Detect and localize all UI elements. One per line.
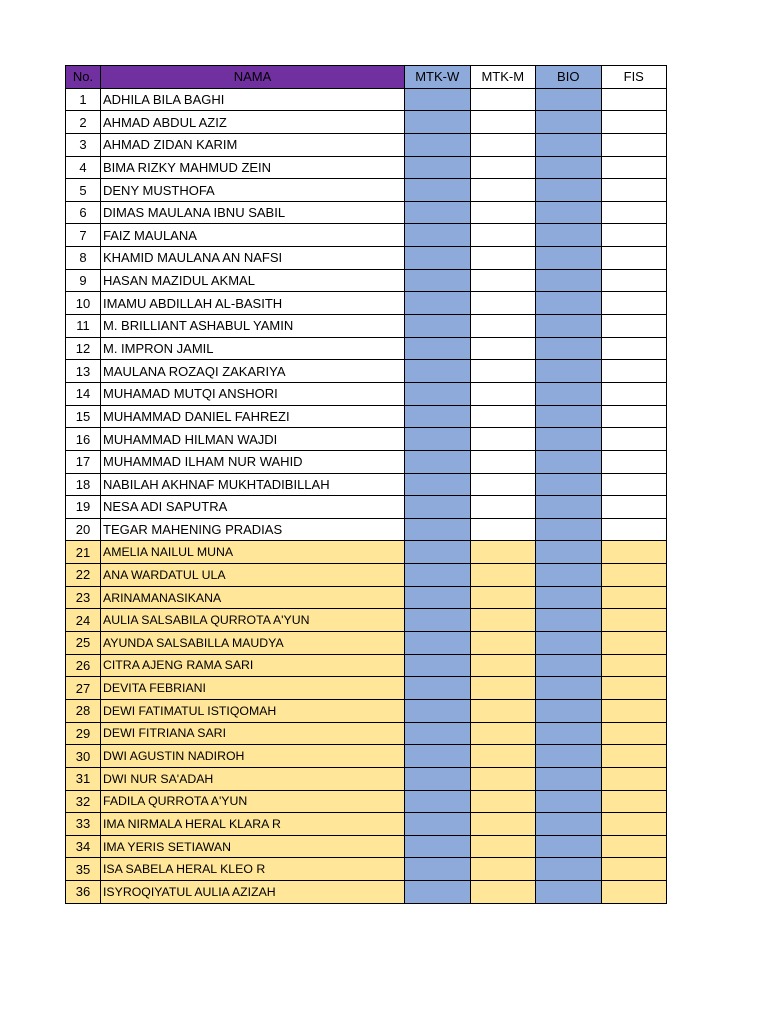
- mtk-m-score-cell[interactable]: [470, 405, 536, 428]
- table-row: [66, 632, 667, 655]
- mtk-w-score-cell[interactable]: [405, 156, 471, 179]
- bio-score-cell[interactable]: [536, 813, 602, 836]
- fis-score-cell[interactable]: [601, 745, 667, 768]
- student-name-cell[interactable]: MUHAMMAD HILMAN WAJDI: [101, 428, 405, 451]
- mtk-w-score-cell[interactable]: [405, 382, 471, 405]
- mtk-w-score-cell[interactable]: [405, 450, 471, 473]
- student-name-cell[interactable]: ANA WARDATUL ULA: [101, 564, 405, 587]
- fis-score-cell[interactable]: [601, 269, 667, 292]
- row-number-cell[interactable]: 18: [66, 473, 101, 496]
- student-name-cell[interactable]: AHMAD ABDUL AZIZ: [101, 111, 405, 134]
- mtk-w-score-cell[interactable]: [405, 745, 471, 768]
- mtk-m-score-cell[interactable]: [470, 609, 536, 632]
- student-name-cell[interactable]: DEVITA FEBRIANI: [101, 677, 405, 700]
- mtk-m-score-cell[interactable]: [470, 133, 536, 156]
- bio-score-cell[interactable]: [536, 179, 602, 202]
- bio-score-cell[interactable]: [536, 835, 602, 858]
- row-number-cell[interactable]: 20: [66, 518, 101, 541]
- row-number-cell[interactable]: 33: [66, 813, 101, 836]
- student-name-cell[interactable]: IMA NIRMALA HERAL KLARA R: [101, 813, 405, 836]
- mtk-w-score-cell[interactable]: [405, 858, 471, 881]
- mtk-w-score-cell[interactable]: [405, 247, 471, 270]
- table-row: [66, 609, 667, 632]
- mtk-m-score-cell[interactable]: [470, 179, 536, 202]
- table-row: [66, 179, 667, 202]
- student-name-cell[interactable]: NABILAH AKHNAF MUKHTADIBILLAH: [101, 473, 405, 496]
- table-row: [66, 767, 667, 790]
- mtk-m-score-cell[interactable]: [470, 745, 536, 768]
- row-number-cell[interactable]: 12: [66, 337, 101, 360]
- fis-score-cell[interactable]: [601, 337, 667, 360]
- fis-score-cell[interactable]: [601, 835, 667, 858]
- fis-score-cell[interactable]: [601, 767, 667, 790]
- table-row: [66, 382, 667, 405]
- table-row: [66, 496, 667, 519]
- bio-score-cell[interactable]: [536, 745, 602, 768]
- mtk-w-score-cell[interactable]: [405, 632, 471, 655]
- table-row: [66, 224, 667, 247]
- mtk-m-score-cell[interactable]: [470, 586, 536, 609]
- mtk-w-score-cell[interactable]: [405, 699, 471, 722]
- mtk-m-score-cell[interactable]: [470, 767, 536, 790]
- table-row: [66, 156, 667, 179]
- row-number-cell[interactable]: 26: [66, 654, 101, 677]
- student-name-cell[interactable]: DEWI FITRIANA SARI: [101, 722, 405, 745]
- bio-score-cell[interactable]: [536, 881, 602, 904]
- mtk-m-score-cell[interactable]: [470, 790, 536, 813]
- row-number-cell[interactable]: 27: [66, 677, 101, 700]
- bio-score-cell[interactable]: [536, 790, 602, 813]
- fis-score-cell[interactable]: [601, 858, 667, 881]
- mtk-m-score-cell[interactable]: [470, 382, 536, 405]
- mtk-m-score-cell[interactable]: [470, 518, 536, 541]
- mtk-w-score-cell[interactable]: [405, 677, 471, 700]
- mtk-w-score-cell[interactable]: [405, 835, 471, 858]
- bio-score-cell[interactable]: [536, 315, 602, 338]
- bio-score-cell[interactable]: [536, 156, 602, 179]
- row-number-cell[interactable]: 29: [66, 722, 101, 745]
- mtk-m-score-cell[interactable]: [470, 654, 536, 677]
- bio-score-cell[interactable]: [536, 201, 602, 224]
- student-name-cell[interactable]: FADILA QURROTA A'YUN: [101, 790, 405, 813]
- mtk-w-score-cell[interactable]: [405, 315, 471, 338]
- row-number-cell[interactable]: 34: [66, 835, 101, 858]
- student-name-cell[interactable]: AHMAD ZIDAN KARIM: [101, 133, 405, 156]
- row-number-cell[interactable]: 25: [66, 632, 101, 655]
- student-name-cell[interactable]: HASAN MAZIDUL AKMAL: [101, 269, 405, 292]
- student-score-table: [65, 65, 667, 904]
- header-mtk-m[interactable]: MTK-M: [470, 66, 536, 89]
- fis-score-cell[interactable]: [601, 518, 667, 541]
- bio-score-cell[interactable]: [536, 518, 602, 541]
- mtk-m-score-cell[interactable]: [470, 201, 536, 224]
- table-row: [66, 518, 667, 541]
- table-row: [66, 450, 667, 473]
- row-number-cell[interactable]: 5: [66, 179, 101, 202]
- row-number-cell[interactable]: 3: [66, 133, 101, 156]
- row-number-cell[interactable]: 23: [66, 586, 101, 609]
- table-row: [66, 541, 667, 564]
- row-number-cell[interactable]: 36: [66, 881, 101, 904]
- bio-score-cell[interactable]: [536, 337, 602, 360]
- mtk-m-score-cell[interactable]: [470, 699, 536, 722]
- mtk-m-score-cell[interactable]: [470, 813, 536, 836]
- bio-score-cell[interactable]: [536, 654, 602, 677]
- fis-score-cell[interactable]: [601, 699, 667, 722]
- table-row: [66, 473, 667, 496]
- bio-score-cell[interactable]: [536, 586, 602, 609]
- bio-score-cell[interactable]: [536, 677, 602, 700]
- fis-score-cell[interactable]: [601, 473, 667, 496]
- mtk-w-score-cell[interactable]: [405, 722, 471, 745]
- header-row: [66, 66, 667, 89]
- mtk-w-score-cell[interactable]: [405, 88, 471, 111]
- student-name-cell[interactable]: DWI NUR SA'ADAH: [101, 767, 405, 790]
- row-number-cell[interactable]: 31: [66, 767, 101, 790]
- mtk-m-score-cell[interactable]: [470, 428, 536, 451]
- fis-score-cell[interactable]: [601, 609, 667, 632]
- table-row: [66, 315, 667, 338]
- mtk-m-score-cell[interactable]: [470, 858, 536, 881]
- mtk-w-score-cell[interactable]: [405, 541, 471, 564]
- table-row: [66, 133, 667, 156]
- mtk-m-score-cell[interactable]: [470, 722, 536, 745]
- header-nama[interactable]: NAMA: [101, 66, 405, 89]
- mtk-m-score-cell[interactable]: [470, 677, 536, 700]
- fis-score-cell[interactable]: [601, 360, 667, 383]
- row-number-cell[interactable]: 19: [66, 496, 101, 519]
- row-number-cell[interactable]: 17: [66, 450, 101, 473]
- table-row: [66, 813, 667, 836]
- mtk-m-score-cell[interactable]: [470, 224, 536, 247]
- fis-score-cell[interactable]: [601, 201, 667, 224]
- table-row: [66, 858, 667, 881]
- bio-score-cell[interactable]: [536, 450, 602, 473]
- fis-score-cell[interactable]: [601, 450, 667, 473]
- fis-score-cell[interactable]: [601, 224, 667, 247]
- row-number-cell[interactable]: 11: [66, 315, 101, 338]
- table-row: [66, 790, 667, 813]
- mtk-w-score-cell[interactable]: [405, 201, 471, 224]
- bio-score-cell[interactable]: [536, 269, 602, 292]
- mtk-w-score-cell[interactable]: [405, 790, 471, 813]
- fis-score-cell[interactable]: [601, 677, 667, 700]
- mtk-w-score-cell[interactable]: [405, 767, 471, 790]
- student-name-cell[interactable]: M. IMPRON JAMIL: [101, 337, 405, 360]
- row-number-cell[interactable]: 7: [66, 224, 101, 247]
- mtk-w-score-cell[interactable]: [405, 586, 471, 609]
- fis-score-cell[interactable]: [601, 813, 667, 836]
- row-number-cell[interactable]: 13: [66, 360, 101, 383]
- bio-score-cell[interactable]: [536, 722, 602, 745]
- bio-score-cell[interactable]: [536, 247, 602, 270]
- row-number-cell[interactable]: 8: [66, 247, 101, 270]
- bio-score-cell[interactable]: [536, 473, 602, 496]
- fis-score-cell[interactable]: [601, 541, 667, 564]
- student-name-cell[interactable]: ADHILA BILA BAGHI: [101, 88, 405, 111]
- student-name-cell[interactable]: DENY MUSTHOFA: [101, 179, 405, 202]
- fis-score-cell[interactable]: [601, 654, 667, 677]
- mtk-w-score-cell[interactable]: [405, 881, 471, 904]
- student-name-cell[interactable]: AYUNDA SALSABILLA MAUDYA: [101, 632, 405, 655]
- fis-score-cell[interactable]: [601, 133, 667, 156]
- mtk-m-score-cell[interactable]: [470, 156, 536, 179]
- student-name-cell[interactable]: ISA SABELA HERAL KLEO R: [101, 858, 405, 881]
- bio-score-cell[interactable]: [536, 405, 602, 428]
- table-row: [66, 88, 667, 111]
- fis-score-cell[interactable]: [601, 111, 667, 134]
- bio-score-cell[interactable]: [536, 858, 602, 881]
- row-number-cell[interactable]: 16: [66, 428, 101, 451]
- bio-score-cell[interactable]: [536, 428, 602, 451]
- mtk-m-score-cell[interactable]: [470, 88, 536, 111]
- bio-score-cell[interactable]: [536, 541, 602, 564]
- student-name-cell[interactable]: DWI AGUSTIN NADIROH: [101, 745, 405, 768]
- table-row: [66, 564, 667, 587]
- mtk-w-score-cell[interactable]: [405, 609, 471, 632]
- table-row: [66, 428, 667, 451]
- student-name-cell[interactable]: IMAMU ABDILLAH AL-BASITH: [101, 292, 405, 315]
- bio-score-cell[interactable]: [536, 564, 602, 587]
- bio-score-cell[interactable]: [536, 609, 602, 632]
- mtk-m-score-cell[interactable]: [470, 473, 536, 496]
- table-row: [66, 292, 667, 315]
- mtk-w-score-cell[interactable]: [405, 360, 471, 383]
- row-number-cell[interactable]: 15: [66, 405, 101, 428]
- fis-score-cell[interactable]: [601, 179, 667, 202]
- table-row: [66, 835, 667, 858]
- mtk-w-score-cell[interactable]: [405, 518, 471, 541]
- mtk-m-score-cell[interactable]: [470, 541, 536, 564]
- mtk-w-score-cell[interactable]: [405, 813, 471, 836]
- row-number-cell[interactable]: 9: [66, 269, 101, 292]
- fis-score-cell[interactable]: [601, 790, 667, 813]
- fis-score-cell[interactable]: [601, 586, 667, 609]
- mtk-w-score-cell[interactable]: [405, 224, 471, 247]
- table-row: [66, 269, 667, 292]
- mtk-m-score-cell[interactable]: [470, 450, 536, 473]
- table-row: [66, 201, 667, 224]
- mtk-w-score-cell[interactable]: [405, 428, 471, 451]
- mtk-m-score-cell[interactable]: [470, 496, 536, 519]
- mtk-m-score-cell[interactable]: [470, 111, 536, 134]
- bio-score-cell[interactable]: [536, 496, 602, 519]
- fis-score-cell[interactable]: [601, 382, 667, 405]
- student-name-cell[interactable]: ARINAMANASIKANA: [101, 586, 405, 609]
- table-row: [66, 654, 667, 677]
- row-number-cell[interactable]: 22: [66, 564, 101, 587]
- row-number-cell[interactable]: 10: [66, 292, 101, 315]
- student-name-cell[interactable]: DIMAS MAULANA IBNU SABIL: [101, 201, 405, 224]
- mtk-m-score-cell[interactable]: [470, 292, 536, 315]
- row-number-cell[interactable]: 21: [66, 541, 101, 564]
- mtk-w-score-cell[interactable]: [405, 496, 471, 519]
- row-number-cell[interactable]: 24: [66, 609, 101, 632]
- student-name-cell[interactable]: AULIA SALSABILA QURROTA A'YUN: [101, 609, 405, 632]
- row-number-cell[interactable]: 35: [66, 858, 101, 881]
- bio-score-cell[interactable]: [536, 699, 602, 722]
- fis-score-cell[interactable]: [601, 428, 667, 451]
- mtk-w-score-cell[interactable]: [405, 405, 471, 428]
- bio-score-cell[interactable]: [536, 88, 602, 111]
- fis-score-cell[interactable]: [601, 881, 667, 904]
- mtk-m-score-cell[interactable]: [470, 315, 536, 338]
- row-number-cell[interactable]: 32: [66, 790, 101, 813]
- fis-score-cell[interactable]: [601, 315, 667, 338]
- fis-score-cell[interactable]: [601, 292, 667, 315]
- table-row: [66, 337, 667, 360]
- student-name-cell[interactable]: MUHAMAD MUTQI ANSHORI: [101, 382, 405, 405]
- student-name-cell[interactable]: MAULANA ROZAQI ZAKARIYA: [101, 360, 405, 383]
- table-row: [66, 405, 667, 428]
- fis-score-cell[interactable]: [601, 405, 667, 428]
- fis-score-cell[interactable]: [601, 156, 667, 179]
- mtk-w-score-cell[interactable]: [405, 269, 471, 292]
- row-number-cell[interactable]: 14: [66, 382, 101, 405]
- fis-score-cell[interactable]: [601, 496, 667, 519]
- mtk-m-score-cell[interactable]: [470, 835, 536, 858]
- student-name-cell[interactable]: M. BRILLIANT ASHABUL YAMIN: [101, 315, 405, 338]
- mtk-w-score-cell[interactable]: [405, 473, 471, 496]
- mtk-m-score-cell[interactable]: [470, 247, 536, 270]
- table-row: [66, 247, 667, 270]
- header-bio[interactable]: BIO: [536, 66, 602, 89]
- fis-score-cell[interactable]: [601, 247, 667, 270]
- mtk-m-score-cell[interactable]: [470, 360, 536, 383]
- mtk-w-score-cell[interactable]: [405, 564, 471, 587]
- row-number-cell[interactable]: 28: [66, 699, 101, 722]
- student-name-cell[interactable]: NESA ADI SAPUTRA: [101, 496, 405, 519]
- mtk-m-score-cell[interactable]: [470, 337, 536, 360]
- row-number-cell[interactable]: 2: [66, 111, 101, 134]
- student-name-cell[interactable]: KHAMID MAULANA AN NAFSI: [101, 247, 405, 270]
- header-mtk-w[interactable]: MTK-W: [405, 66, 471, 89]
- mtk-w-score-cell[interactable]: [405, 654, 471, 677]
- row-number-cell[interactable]: 4: [66, 156, 101, 179]
- student-rows: [66, 88, 667, 903]
- mtk-w-score-cell[interactable]: [405, 111, 471, 134]
- bio-score-cell[interactable]: [536, 360, 602, 383]
- fis-score-cell[interactable]: [601, 564, 667, 587]
- mtk-m-score-cell[interactable]: [470, 881, 536, 904]
- mtk-m-score-cell[interactable]: [470, 269, 536, 292]
- table-row: [66, 881, 667, 904]
- mtk-w-score-cell[interactable]: [405, 292, 471, 315]
- student-name-cell[interactable]: DEWI FATIMATUL ISTIQOMAH: [101, 699, 405, 722]
- bio-score-cell[interactable]: [536, 632, 602, 655]
- student-name-cell[interactable]: MUHAMMAD ILHAM NUR WAHID: [101, 450, 405, 473]
- table-row: [66, 360, 667, 383]
- table-row: [66, 677, 667, 700]
- mtk-m-score-cell[interactable]: [470, 632, 536, 655]
- row-number-cell[interactable]: 1: [66, 88, 101, 111]
- student-name-cell[interactable]: IMA YERIS SETIAWAN: [101, 835, 405, 858]
- bio-score-cell[interactable]: [536, 382, 602, 405]
- mtk-w-score-cell[interactable]: [405, 179, 471, 202]
- bio-score-cell[interactable]: [536, 133, 602, 156]
- student-name-cell[interactable]: TEGAR MAHENING PRADIAS: [101, 518, 405, 541]
- bio-score-cell[interactable]: [536, 767, 602, 790]
- mtk-m-score-cell[interactable]: [470, 564, 536, 587]
- row-number-cell[interactable]: 30: [66, 745, 101, 768]
- student-name-cell[interactable]: BIMA RIZKY MAHMUD ZEIN: [101, 156, 405, 179]
- table-row: [66, 586, 667, 609]
- mtk-w-score-cell[interactable]: [405, 133, 471, 156]
- fis-score-cell[interactable]: [601, 88, 667, 111]
- table-row: [66, 745, 667, 768]
- student-name-cell[interactable]: MUHAMMAD DANIEL FAHREZI: [101, 405, 405, 428]
- table-row: [66, 722, 667, 745]
- bio-score-cell[interactable]: [536, 111, 602, 134]
- header-fis[interactable]: FIS: [601, 66, 667, 89]
- bio-score-cell[interactable]: [536, 292, 602, 315]
- mtk-w-score-cell[interactable]: [405, 337, 471, 360]
- student-name-cell[interactable]: FAIZ MAULANA: [101, 224, 405, 247]
- row-number-cell[interactable]: 6: [66, 201, 101, 224]
- student-name-cell[interactable]: ISYROQIYATUL AULIA AZIZAH: [101, 881, 405, 904]
- fis-score-cell[interactable]: [601, 722, 667, 745]
- student-name-cell[interactable]: CITRA AJENG RAMA SARI: [101, 654, 405, 677]
- table-row: [66, 111, 667, 134]
- table-row: [66, 699, 667, 722]
- header-no[interactable]: No.: [66, 66, 101, 89]
- student-name-cell[interactable]: AMELIA NAILUL MUNA: [101, 541, 405, 564]
- bio-score-cell[interactable]: [536, 224, 602, 247]
- fis-score-cell[interactable]: [601, 632, 667, 655]
